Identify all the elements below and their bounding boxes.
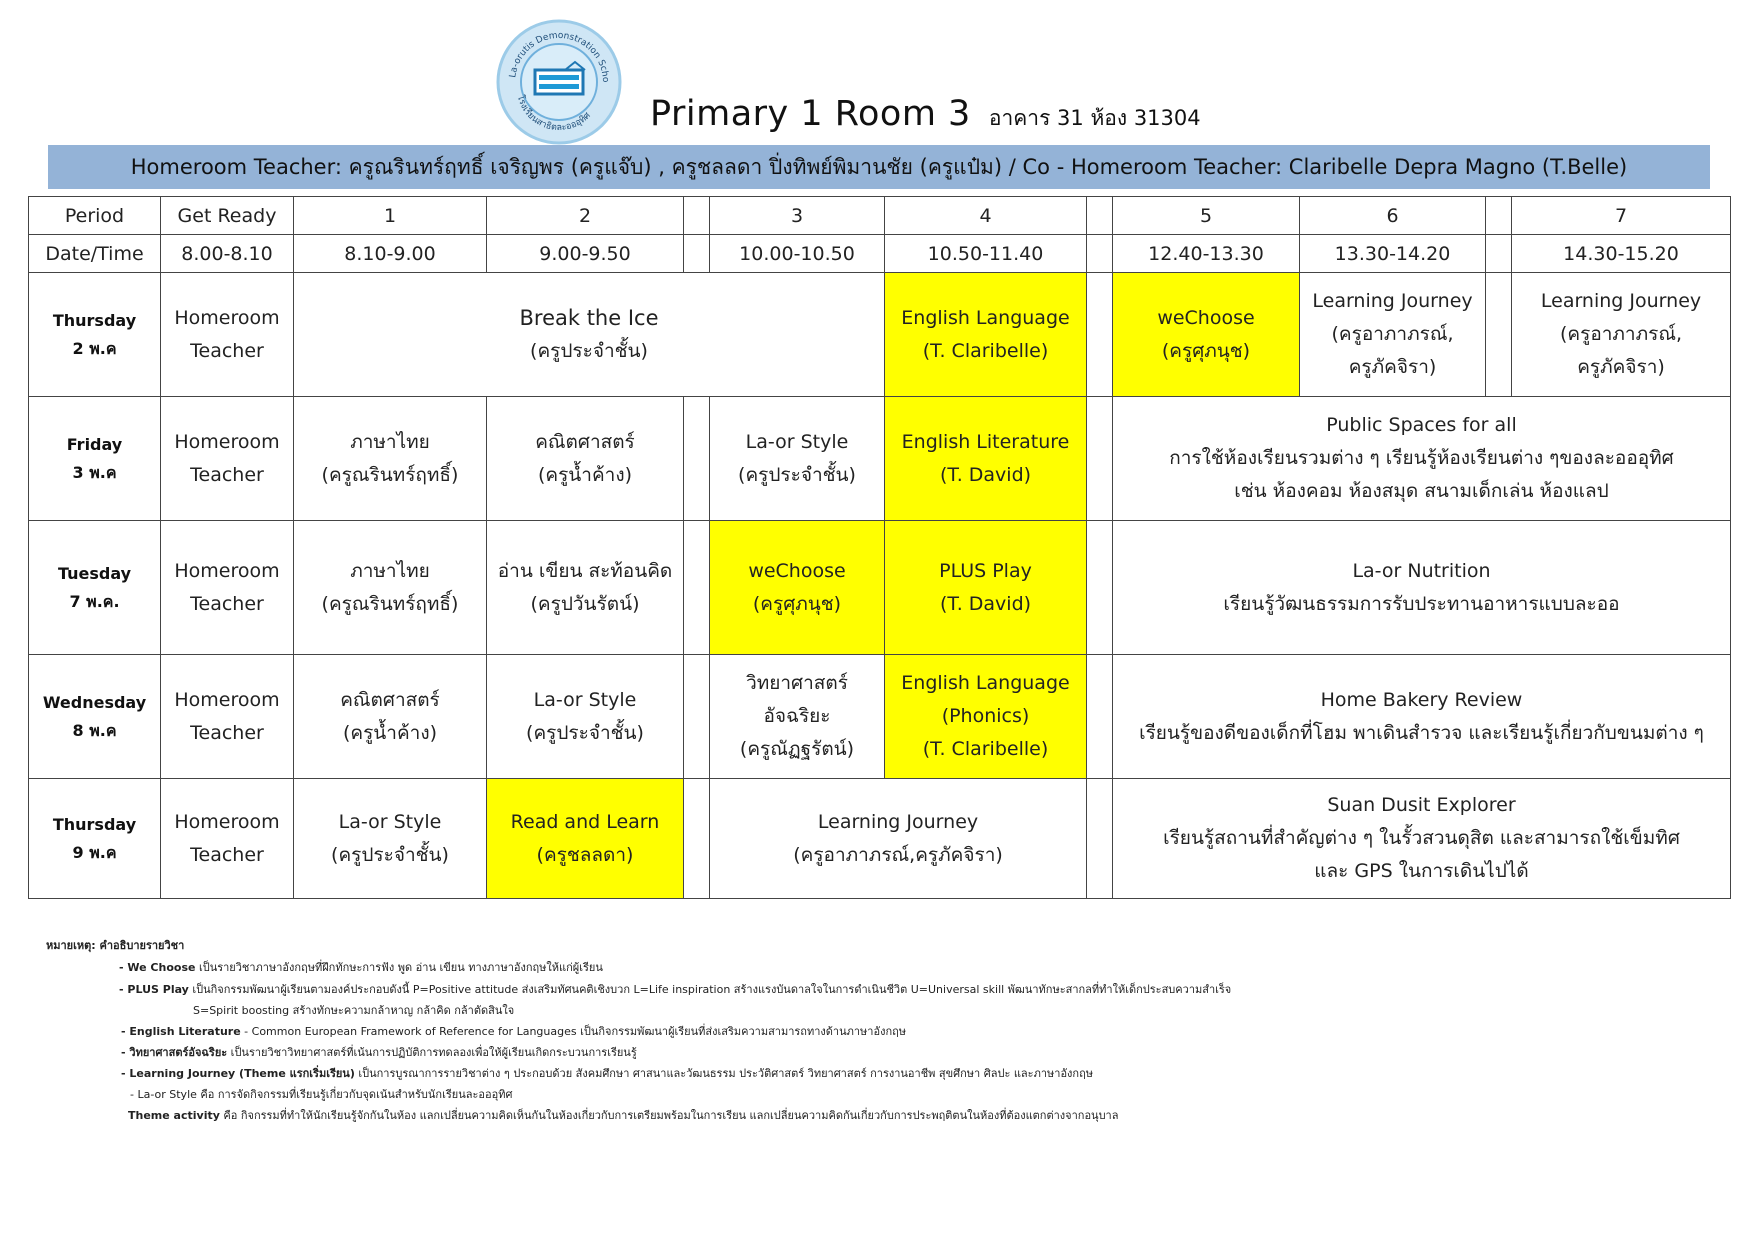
period-row — [29, 197, 1731, 235]
subject-wechoose: weChoose (ครูศุภนุช) — [710, 521, 885, 655]
lunch-column — [1087, 655, 1113, 779]
subject-break-the-ice: Break the Ice (ครูประจำชั้น) — [294, 273, 885, 397]
subject-math: คณิตศาสตร์ (ครูน้ำค้าง) — [487, 397, 684, 521]
period-6: 6 — [1300, 197, 1486, 235]
note-line: - วิทยาศาสตร์อัจฉริยะ เป็นรายวิชาวิทยาศาสตร์ที่เน้นการปฏิบัติการทดลองเพื่อให้ผู้เรียนเกิดกระบวนการเรียนรู้ — [121, 1046, 637, 1059]
time-period-4: 10.50-11.40 — [885, 235, 1087, 273]
subject-thai: ภาษาไทย (ครูณรินทร์ฤทธิ์) — [294, 521, 487, 655]
homeroom-banner: Homeroom Teacher: ครูณรินทร์ฤทธิ์ เจริญพร (ครูแจ๊บ) , ครูชลลดา ปิ่งทิพย์พิมานชัย (ครูแป๋ม) / Co - Homeroom Teacher: Claribelle Depra Magno (T.Belle) — [48, 145, 1710, 189]
subject-read-and-learn: Read and Learn (ครูชลลดา) — [487, 779, 684, 899]
subject-learning-journey: Learning Journey (ครูอาภาภรณ์, ครูภัคจิรา) — [1512, 273, 1731, 397]
period-5: 5 — [1113, 197, 1300, 235]
day-row — [29, 655, 1731, 779]
note-line: S=Spirit boosting สร้างทักษะความกล้าหาญ กล้าคิด กล้าตัดสินใจ — [193, 1004, 515, 1017]
class-name: Primary 1 Room 3 — [650, 94, 971, 134]
day-row — [29, 779, 1731, 899]
homeroom-cell: Homeroom Teacher — [161, 779, 294, 899]
subject-learning-journey: Learning Journey (ครูอาภาภรณ์, ครูภัคจิรา) — [1300, 273, 1486, 397]
break-column — [1486, 197, 1512, 235]
note-line: Theme activity คือ กิจกรรมที่ทำให้นักเรียนรู้จักกันในห้อง แลกเปลี่ยนความคิดเห็นกันในห้องเกี่ยวกับการเตรียมพร้อมในการเรียน แลกเปลี่ยนความคิดกันเกี่ยวกับการประพฤติตนในห้องที่ต้องแตกต่างจากอนุบาล — [128, 1109, 1119, 1122]
subject-la-or-nutrition: La-or Nutrition เรียนรู้วัฒนธรรมการรับประทานอาหารแบบละออ — [1113, 521, 1731, 655]
break-column — [684, 655, 710, 779]
day-row — [29, 521, 1731, 655]
period-get-ready: Get Ready — [161, 197, 294, 235]
subject-thai: ภาษาไทย (ครูณรินทร์ฤทธิ์) — [294, 397, 487, 521]
subject-home-bakery: Home Bakery Review เรียนรู้ของดีของเด็กที่โฮม พาเดินสำรวจ และเรียนรู้เกี่ยวกับขนมต่าง ๆ — [1113, 655, 1731, 779]
note-line: - Learning Journey (Theme แรกเริ่มเรียน) เป็นการบูรณาการรายวิชาต่าง ๆ ประกอบด้วย สังคมศึกษา ศาสนาและวัฒนธรรม ประวัติศาสตร์ วิทยาศาสตร์ การงานอาชีพ สุขศึกษา ศิลปะ และภาษาอังกฤษ — [121, 1067, 1093, 1080]
room-location: อาคาร 31 ห้อง 31304 — [988, 106, 1201, 130]
lunch-column — [1087, 397, 1113, 521]
period-7: 7 — [1512, 197, 1731, 235]
subject-public-spaces: Public Spaces for all การใช้ห้องเรียนรวมต่าง ๆ เรียนรู้ห้องเรียนต่าง ๆของละอออุทิศ เช่น ห้องคอม ห้องสมุด สนามเด็กเล่น ห้องแลป — [1113, 397, 1731, 521]
time-row — [29, 235, 1731, 273]
subject-plus-play: PLUS Play (T. David) — [885, 521, 1087, 655]
subject-suan-dusit-explorer: Suan Dusit Explorer เรียนรู้สถานที่สำคัญต่าง ๆ ในรั้วสวนดุสิต และสามารถใช้เข็มทิศ และ GPS ในการเดินไปได้ — [1113, 779, 1731, 899]
page-title — [650, 94, 1201, 144]
break-column — [684, 521, 710, 655]
period-3: 3 — [710, 197, 885, 235]
subject-math: คณิตศาสตร์ (ครูน้ำค้าง) — [294, 655, 487, 779]
break-column — [684, 397, 710, 521]
time-period-6: 13.30-14.20 — [1300, 235, 1486, 273]
day-cell: Tuesday 7 พ.ค. — [29, 521, 161, 655]
homeroom-cell: Homeroom Teacher — [161, 521, 294, 655]
period-4: 4 — [885, 197, 1087, 235]
period-2: 2 — [487, 197, 684, 235]
svg-text:โรงเรียนสาธิตละอออุทิศ: โรงเรียนสาธิตละอออุทิศ — [514, 94, 593, 134]
lunch-column — [1087, 521, 1113, 655]
period-1: 1 — [294, 197, 487, 235]
time-period-1: 8.10-9.00 — [294, 235, 487, 273]
break-column — [684, 197, 710, 235]
homeroom-cell: Homeroom Teacher — [161, 655, 294, 779]
time-period-5: 12.40-13.30 — [1113, 235, 1300, 273]
svg-text:La-orutis Demonstration School: La-orutis Demonstration Scho — [508, 30, 611, 83]
period-label: Period — [29, 197, 161, 235]
break-column — [684, 235, 710, 273]
homeroom-cell: Homeroom Teacher — [161, 273, 294, 397]
subject-la-or-style: La-or Style (ครูประจำชั้น) — [294, 779, 487, 899]
break-column — [684, 779, 710, 899]
school-logo — [495, 18, 623, 146]
note-line: - La-or Style คือ การจัดกิจกรรมที่เรียนรู้เกี่ยวกับจุดเน้นสำหรับนักเรียนละอออุทิศ — [130, 1088, 513, 1101]
subject-la-or-style: La-or Style (ครูประจำชั้น) — [710, 397, 885, 521]
subject-reading-writing: อ่าน เขียน สะท้อนคิด (ครูปวันรัตน์) — [487, 521, 684, 655]
subject-english-language: English Language (T. Claribelle) — [885, 273, 1087, 397]
time-period-2: 9.00-9.50 — [487, 235, 684, 273]
day-row — [29, 397, 1731, 521]
lunch-column — [1087, 235, 1113, 273]
day-cell: Thursday 2 พ.ค — [29, 273, 161, 397]
time-period-3: 10.00-10.50 — [710, 235, 885, 273]
day-cell: Wednesday 8 พ.ค — [29, 655, 161, 779]
note-line: - English Literature - Common European Framework of Reference for Languages เป็นกิจกรรมพัฒนาผู้เรียนที่ส่งเสริมความสามารถทางด้านภาษาอังกฤษ — [121, 1025, 907, 1038]
break-column — [1486, 273, 1512, 397]
lunch-column — [1087, 197, 1113, 235]
lunch-column — [1087, 273, 1113, 397]
subject-english-phonics: English Language (Phonics) (T. Claribelle) — [885, 655, 1087, 779]
lunch-column — [1087, 779, 1113, 899]
subject-english-literature: English Literature (T. David) — [885, 397, 1087, 521]
day-cell: Thursday 9 พ.ค — [29, 779, 161, 899]
homeroom-cell: Homeroom Teacher — [161, 397, 294, 521]
subject-la-or-style: La-or Style (ครูประจำชั้น) — [487, 655, 684, 779]
note-line: - PLUS Play เป็นกิจกรรมพัฒนาผู้เรียนตามองค์ประกอบดังนี้ P=Positive attitude ส่งเสริมทัศนคติเชิงบวก L=Life inspiration สร้างแรงบันดาลใจในการดำเนินชีวิต U=Universal skill พัฒนาทักษะสากลที่ทำให้เด็กประสบความสำเร็จ — [119, 983, 1232, 996]
timetable — [28, 196, 1731, 899]
day-row — [29, 273, 1731, 397]
time-period-7: 14.30-15.20 — [1512, 235, 1731, 273]
day-cell: Friday 3 พ.ค — [29, 397, 161, 521]
notes-heading: หมายเหตุ: คำอธิบายรายวิชา — [46, 939, 185, 952]
time-get-ready: 8.00-8.10 — [161, 235, 294, 273]
break-column — [1486, 235, 1512, 273]
subject-learning-journey: Learning Journey (ครูอาภาภรณ์,ครูภัคจิรา) — [710, 779, 1087, 899]
subject-wechoose: weChoose (ครูศุภนุช) — [1113, 273, 1300, 397]
subject-science: วิทยาศาสตร์ อัจฉริยะ (ครูณัฏฐรัตน์) — [710, 655, 885, 779]
time-label: Date/Time — [29, 235, 161, 273]
note-line: - We Choose เป็นรายวิชาภาษาอังกฤษที่ฝึกทักษะการฟัง พูด อ่าน เขียน ทางภาษาอังกฤษให้แก่ผู้เรียน — [119, 961, 603, 974]
